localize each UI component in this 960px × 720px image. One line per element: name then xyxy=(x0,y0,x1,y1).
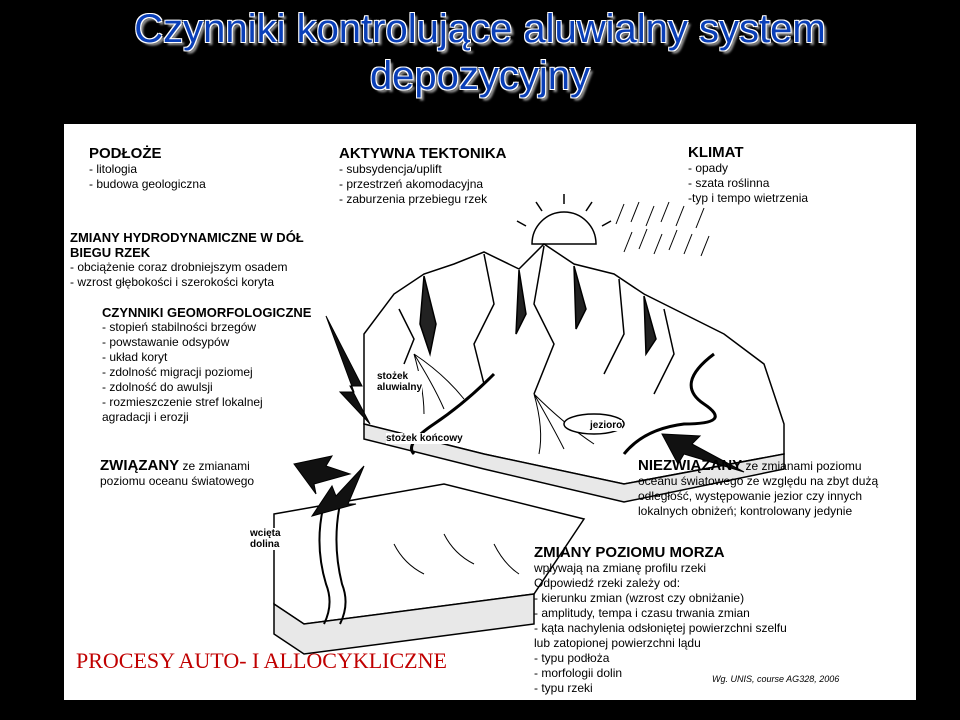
lake-label: jezioro xyxy=(590,420,623,431)
rain-icon xyxy=(616,202,709,256)
podloze-block xyxy=(89,145,206,192)
morze-item: lub zatopionej powierzchni lądu xyxy=(534,636,701,650)
podloze-item: - budowa geologiczna xyxy=(89,177,206,191)
procesy-caption: PROCESY AUTO- I ALLOCYKLICZNE xyxy=(76,648,447,673)
incised-valley-label xyxy=(250,528,281,550)
zwiazany-rest: ze zmianami xyxy=(179,459,250,473)
morze-item: - amplitudy, tempa i czasu trwania zmian xyxy=(534,606,750,620)
klimat-block xyxy=(688,144,808,206)
fan-label xyxy=(377,371,422,393)
sun-icon xyxy=(517,194,611,244)
klimat-item: - opady xyxy=(688,161,729,175)
valley-label-line: wcięta xyxy=(250,528,281,539)
tektonika-block xyxy=(339,145,507,207)
geomorf-item: - stopień stabilności brzegów xyxy=(102,320,257,334)
klimat-heading: KLIMAT xyxy=(688,144,744,161)
morze-item: - kierunku zmian (wzrost czy obniżanie) xyxy=(534,591,745,605)
klimat-item: -typ i tempo wietrzenia xyxy=(688,191,809,205)
valley-label-line: dolina xyxy=(250,539,280,550)
hydro-heading: ZMIANY HYDRODYNAMICZNE W DÓŁ xyxy=(70,230,304,245)
morze-heading: ZMIANY POZIOMU MORZA xyxy=(534,544,725,561)
fan-label-line: stożek xyxy=(377,371,409,382)
morze-item: - morfologii dolin xyxy=(534,666,623,680)
niezwiazany-block xyxy=(638,458,878,519)
title-line-1: Czynniki kontrolujące aluwialny system xyxy=(134,7,826,51)
niezwiazany-line: lokalnych obniżeń; kontrolowany jedynie xyxy=(638,504,853,518)
title-line-2: depozycyjny xyxy=(369,54,591,98)
terminal-fan-label: stożek końcowy xyxy=(386,433,463,444)
tektonika-heading: AKTYWNA TEKTONIKA xyxy=(339,145,507,162)
geomorf-item: - zdolność migracji poziomej xyxy=(102,365,253,379)
zwiazany-heading: ZWIĄZANY xyxy=(100,457,180,474)
tektonika-item: - przestrzeń akomodacyjna xyxy=(339,177,484,191)
morze-item: - typu rzeki xyxy=(534,681,593,695)
geomorf-item: - układ koryt xyxy=(102,350,168,364)
source-credit: Wg. UNIS, course AG328, 2006 xyxy=(712,674,840,684)
niezwiazany-line: oceanu światowego ze względu na zbyt dużą xyxy=(638,474,879,488)
hydro-item: - wzrost głębokości i szerokości koryta xyxy=(70,275,275,289)
geomorf-item: - powstawanie odsypów xyxy=(102,335,230,349)
tektonika-item: - zaburzenia przebiegu rzek xyxy=(339,192,488,206)
geomorf-block xyxy=(102,305,311,425)
hydro-block xyxy=(70,230,304,290)
geomorf-item: - zdolność do awulsji xyxy=(102,380,213,394)
geomorf-heading: CZYNNIKI GEOMORFOLOGICZNE xyxy=(102,305,312,320)
slide-title xyxy=(0,6,960,100)
zwiazany-line: poziomu oceanu światowego xyxy=(100,474,255,488)
morze-item: - typu podłoża xyxy=(534,651,610,665)
morze-item: wpływają na zmianę profilu rzeki xyxy=(534,561,707,575)
diagram-panel xyxy=(64,124,916,700)
geomorf-item: - rozmieszczenie stref lokalnej xyxy=(102,395,263,409)
fan-label-line: aluwialny xyxy=(377,382,423,393)
hydro-item: - obciążenie coraz drobniejszym osadem xyxy=(70,260,288,274)
podloze-heading: PODŁOŻE xyxy=(89,145,162,162)
podloze-item: - litologia xyxy=(89,162,138,176)
klimat-item: - szata roślinna xyxy=(688,176,770,190)
niezwiazany-rest: ze zmianami poziomu xyxy=(742,459,862,473)
zwiazany-block xyxy=(100,458,254,489)
morze-item: - kąta nachylenia odsłoniętej powierzchni szelfu xyxy=(534,621,787,635)
geomorf-item: agradacji i erozji xyxy=(102,410,189,424)
hydro-heading-2: BIEGU RZEK xyxy=(70,245,151,260)
niezwiazany-heading: NIEZWIĄZANY xyxy=(638,457,743,474)
tektonika-item: - subsydencja/uplift xyxy=(339,162,442,176)
niezwiazany-line: odległość, występowanie jezior czy innych xyxy=(638,489,863,503)
morze-item: Odpowiedź rzeki zależy od: xyxy=(534,576,681,590)
